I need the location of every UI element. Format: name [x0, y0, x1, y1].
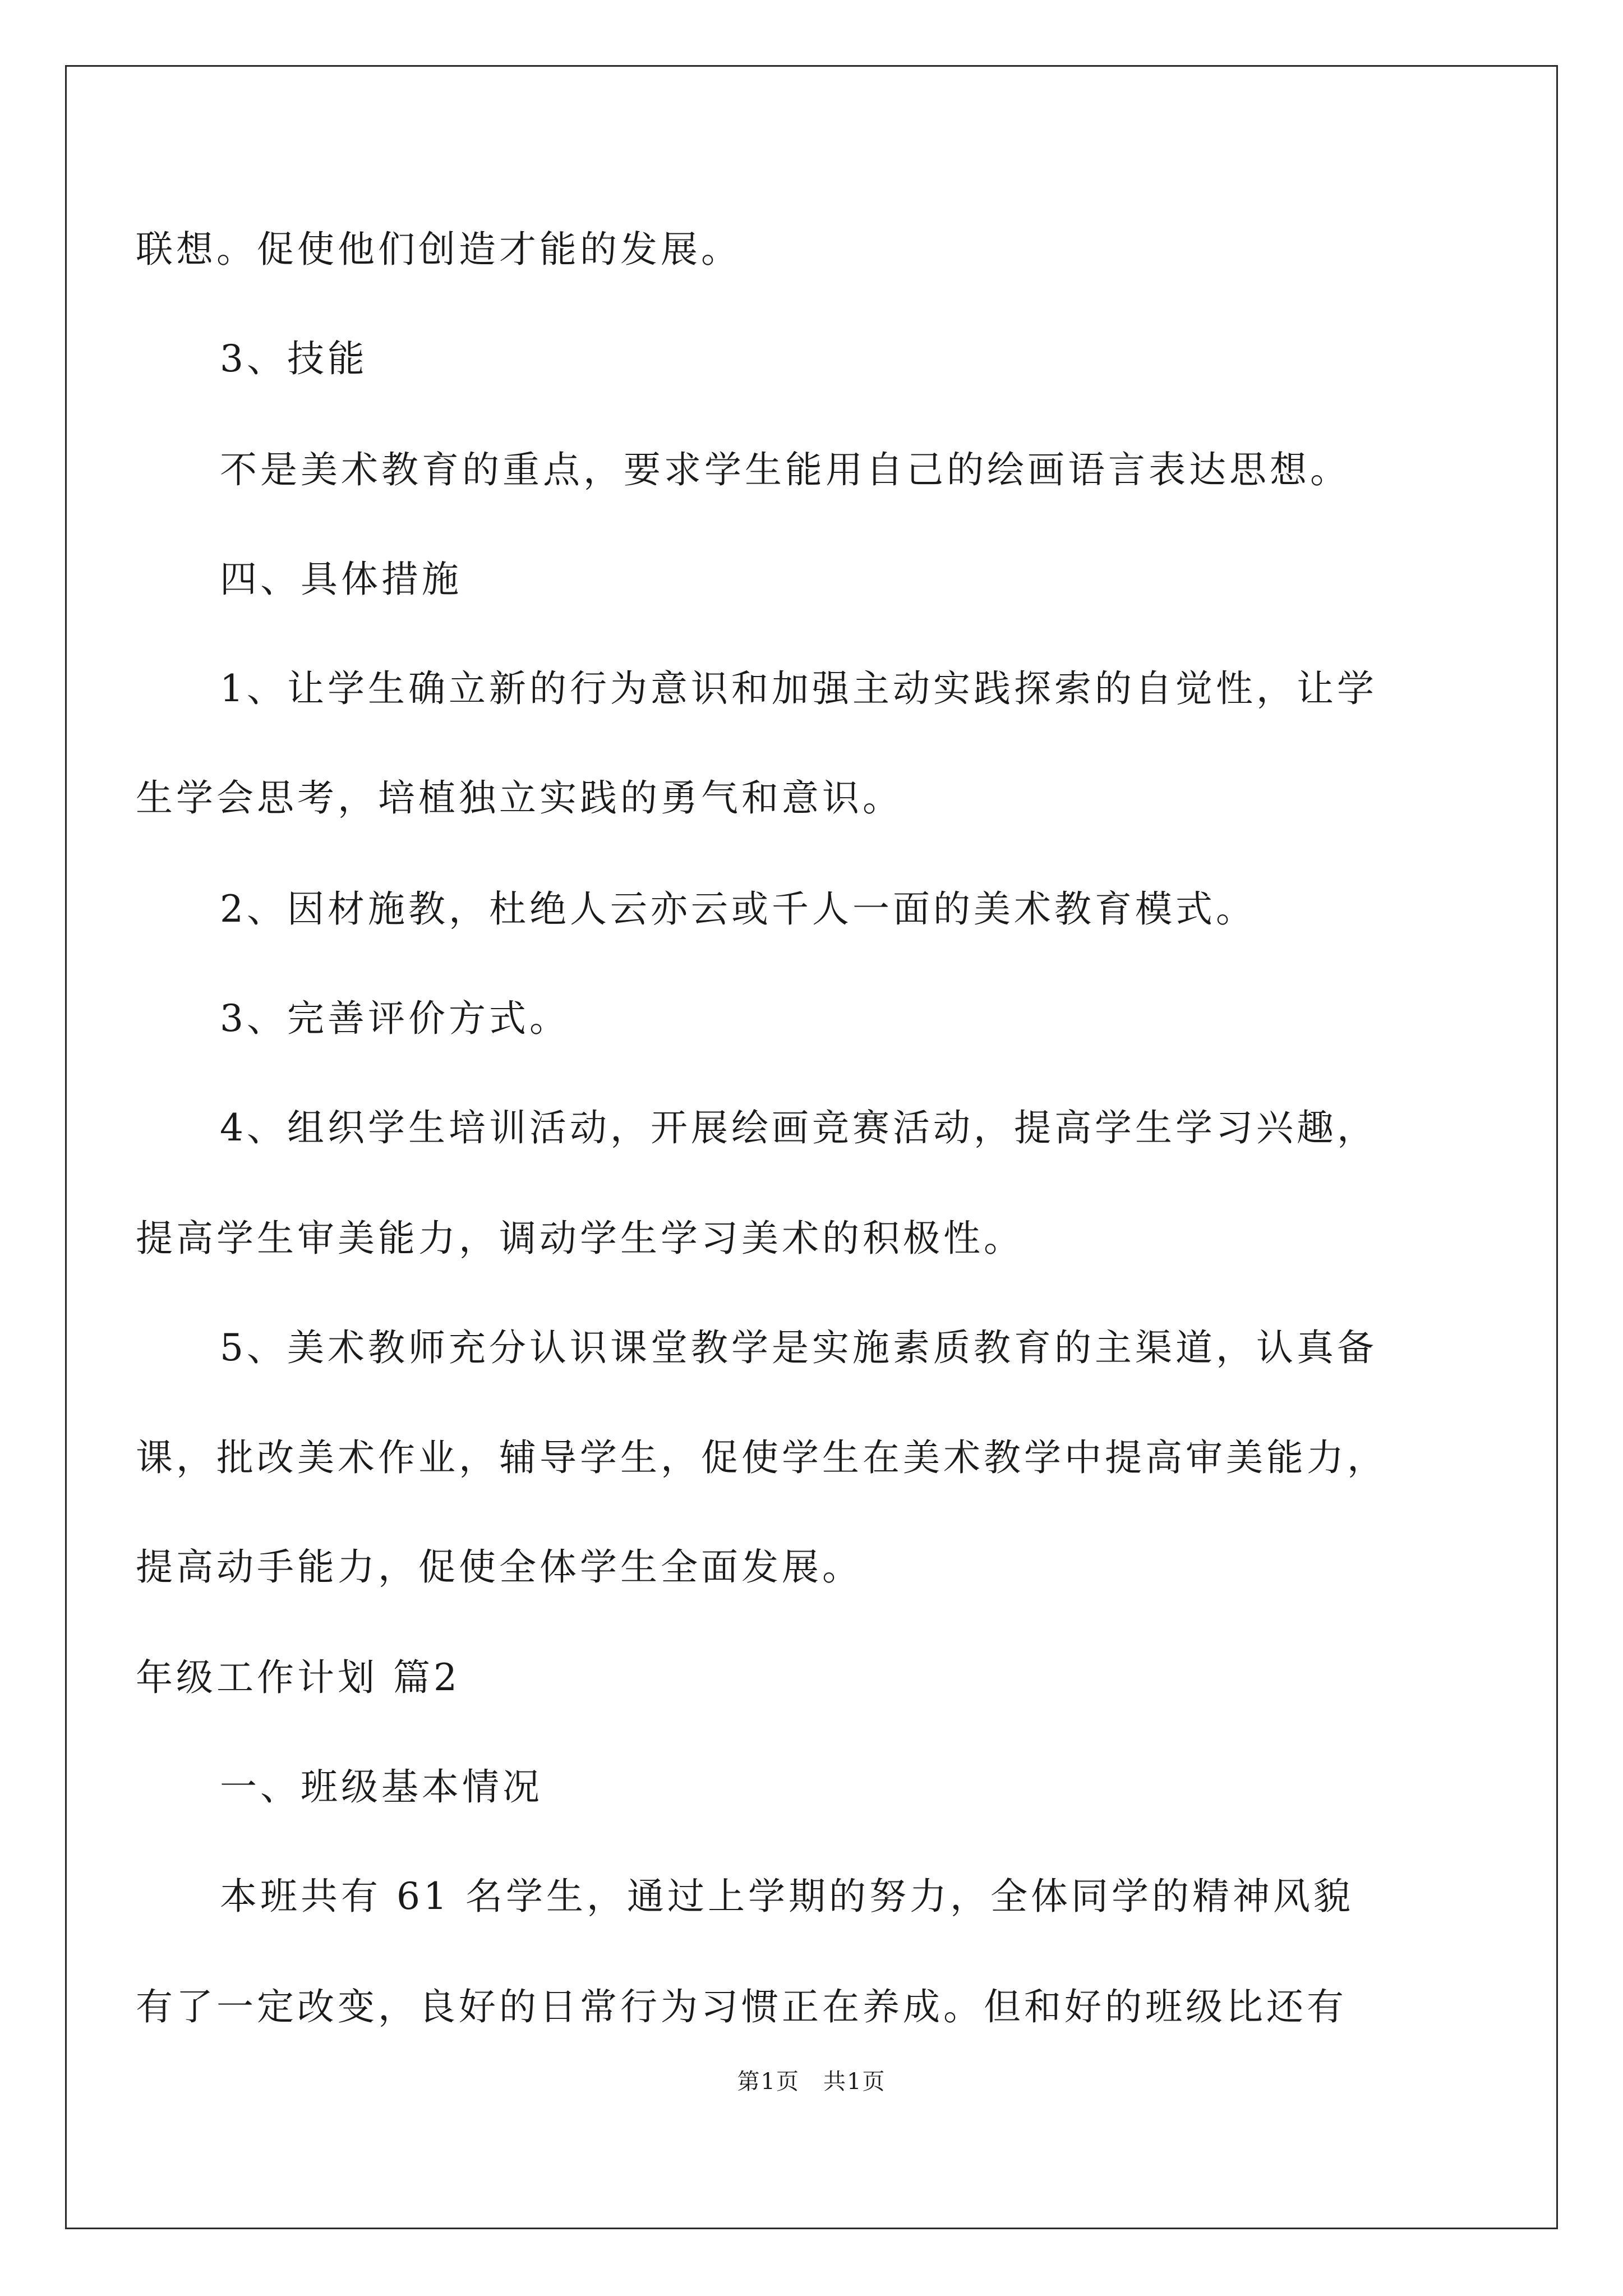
article-title: 年级工作计划 篇2: [136, 1656, 460, 1699]
section-heading: 四、具体措施: [220, 558, 462, 601]
text-line: 2、因材施教，杜绝人云亦云或千人一面的美术教育模式。: [220, 887, 1256, 931]
text-line: 本班共有 61 名学生，通过上学期的努力，全体同学的精神风貌: [220, 1875, 1354, 1918]
text-line: 有了一定改变，良好的日常行为习惯正在养成。但和好的班级比还有: [136, 1985, 1347, 2028]
text-line: 提高学生审美能力，调动学生学习美术的积极性。: [136, 1217, 1024, 1260]
text-line: 联想。促使他们创造才能的发展。: [136, 228, 741, 271]
text-line: 不是美术教育的重点，要求学生能用自己的绘画语言表达思想。: [220, 448, 1350, 491]
text-line: 1、让学生确立新的行为意识和加强主动实践探索的自觉性，让学: [220, 667, 1377, 710]
text-line: 4、组织学生培训活动，开展绘画竞赛活动，提高学生学习兴趣，: [220, 1106, 1377, 1149]
section-heading: 3、技能: [220, 337, 368, 380]
text-line: 提高动手能力，促使全体学生全面发展。: [136, 1545, 863, 1589]
section-heading: 一、班级基本情况: [220, 1765, 543, 1809]
text-line: 课，批改美术作业，辅导学生，促使学生在美术教学中提高审美能力，: [136, 1436, 1387, 1479]
page-footer: 第1页 共1页: [737, 2069, 886, 2095]
text-line: 5、美术教师充分认识课堂教学是实施素质教育的主渠道，认真备: [220, 1326, 1377, 1369]
text-line: 3、完善评价方式。: [220, 997, 570, 1040]
text-line: 生学会思考，培植独立实践的勇气和意识。: [136, 776, 903, 820]
